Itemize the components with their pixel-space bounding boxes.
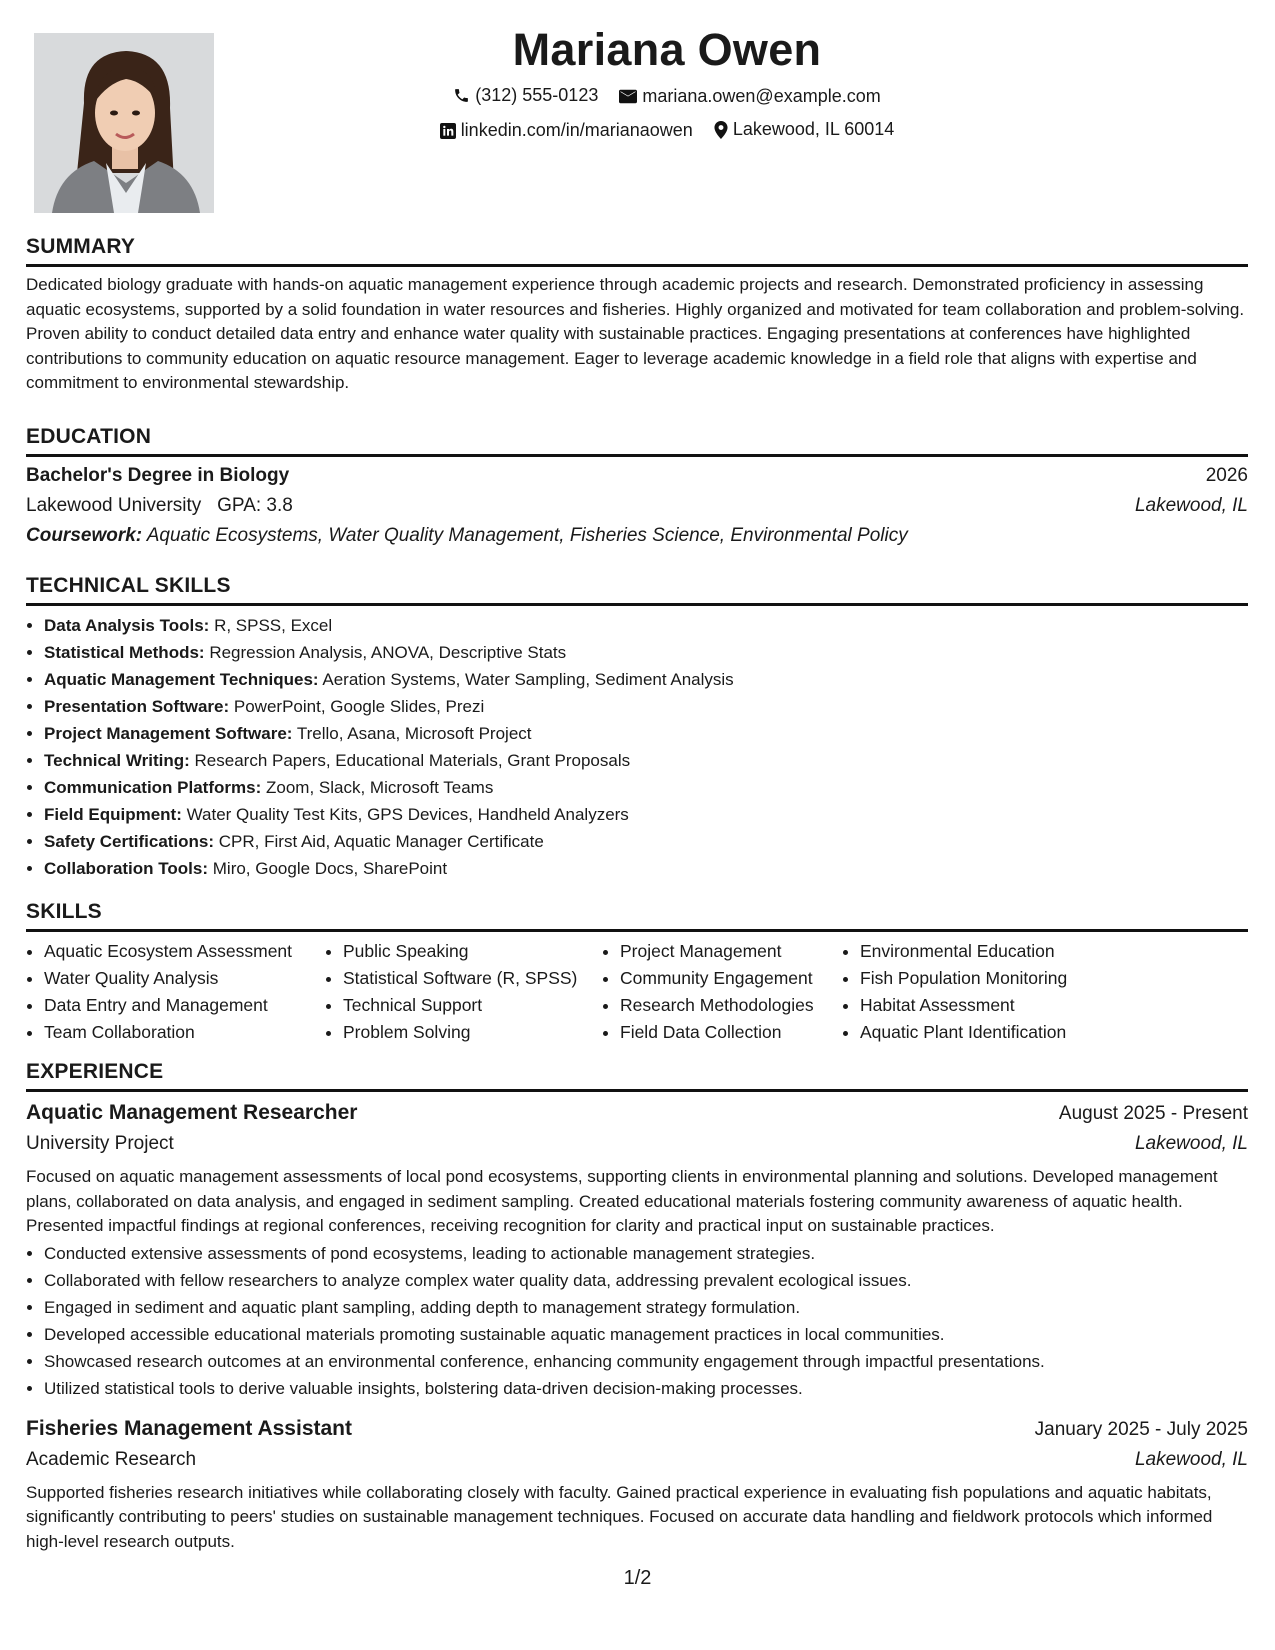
school-name: Lakewood University bbox=[26, 495, 202, 516]
job-bullet-item: • Utilized statistical tools to derive valuable insights, bolstering data-driven decision-making processes. bbox=[44, 1375, 1248, 1402]
location-text: Lakewood, IL 60014 bbox=[732, 119, 895, 139]
technical-skill-item bbox=[44, 666, 1248, 693]
technical-skill-value: Regression Analysis, ANOVA, Descriptive Stats bbox=[209, 643, 567, 662]
technical-skill-label: Technical Writing: bbox=[44, 751, 190, 770]
summary-text: Dedicated biology graduate with hands-on aquatic management experience through academic projects and research. Demonstrated proficiency in assessing aquatic ecosystems, supported by a solid foundation in water resources and fisheries. Highly organized and motivated for team collaboration and problem-solving. Proven ability to conduct detailed data entry and enhance water quality with sustainable practices. Engaging presentations at conferences have highlighted contributions to community education on aquatic resource management. Eager to leverage academic knowledge in a field role that aligns with expertise and commitment to environmental stewardship. bbox=[26, 275, 1245, 393]
skills-column bbox=[842, 938, 1092, 1046]
skill-item: • Statistical Software (R, SPSS) bbox=[343, 965, 602, 992]
technical-skill-value: Trello, Asana, Microsoft Project bbox=[296, 724, 532, 743]
technical-skill-label: Communication Platforms: bbox=[44, 778, 262, 797]
technical-skill-item bbox=[44, 855, 1248, 882]
phone-contact bbox=[453, 80, 598, 111]
job-bullets bbox=[26, 1240, 1248, 1402]
coursework-row bbox=[26, 521, 1248, 551]
skills-heading: SKILLS bbox=[26, 900, 102, 923]
technical-skill-value: Research Papers, Educational Materials, Grant Proposals bbox=[194, 751, 631, 770]
job-entry bbox=[26, 1414, 1248, 1555]
technical-skill-item bbox=[44, 693, 1248, 720]
job-org-row bbox=[26, 1129, 1248, 1159]
technical-skill-label: Statistical Methods: bbox=[44, 643, 205, 662]
section-divider bbox=[26, 264, 1248, 267]
job-bullet-item: • Developed accessible educational materials promoting sustainable aquatic management practices in local communities. bbox=[44, 1321, 1248, 1348]
skills-column-list bbox=[26, 938, 325, 1046]
technical-skills-section bbox=[26, 573, 1248, 882]
linkedin-url[interactable]: linkedin.com/in/marianaowen bbox=[460, 120, 693, 140]
technical-skill-item bbox=[44, 774, 1248, 801]
section-divider bbox=[26, 603, 1248, 606]
job-entry bbox=[26, 1098, 1248, 1402]
job-title-row bbox=[26, 1414, 1248, 1445]
candidate-name: Mariana Owen bbox=[512, 24, 822, 75]
location-contact bbox=[714, 114, 894, 145]
resume-header bbox=[26, 20, 1248, 149]
job-dates: August 2025 - Present bbox=[1058, 1103, 1248, 1124]
technical-skill-label: Safety Certifications: bbox=[44, 832, 215, 851]
job-location: Lakewood, IL bbox=[1134, 1133, 1248, 1154]
job-org-row bbox=[26, 1445, 1248, 1475]
technical-skill-label: Data Analysis Tools: bbox=[44, 616, 210, 635]
degree-name: Bachelor's Degree in Biology bbox=[26, 465, 290, 486]
job-bullet-item: • Collaborated with fellow researchers to analyze complex water quality data, addressing prevalent ecological issues. bbox=[44, 1267, 1248, 1294]
skill-item: • Data Entry and Management bbox=[44, 992, 325, 1019]
email-address[interactable]: mariana.owen@example.com bbox=[642, 86, 881, 106]
job-bullet-item: • Conducted extensive assessments of pond ecosystems, leading to actionable management strategies. bbox=[44, 1240, 1248, 1267]
skill-item: • Community Engagement bbox=[620, 965, 842, 992]
skills-column-list bbox=[842, 938, 1092, 1046]
phone-icon bbox=[453, 87, 470, 104]
skills-column bbox=[26, 938, 325, 1046]
technical-skill-value: Zoom, Slack, Microsoft Teams bbox=[265, 778, 494, 797]
technical-skill-label: Field Equipment: bbox=[44, 805, 182, 824]
technical-skills-heading: TECHNICAL SKILLS bbox=[26, 574, 231, 597]
skills-column-list bbox=[325, 938, 602, 1046]
map-pin-icon bbox=[714, 121, 728, 139]
skill-item: • Project Management bbox=[620, 938, 842, 965]
school-row bbox=[26, 491, 1248, 521]
education-heading: EDUCATION bbox=[26, 425, 152, 448]
coursework-label: Coursework: bbox=[26, 525, 143, 546]
job-dates: January 2025 - July 2025 bbox=[1034, 1418, 1248, 1440]
technical-skill-value: Miro, Google Docs, SharePoint bbox=[212, 859, 448, 878]
skill-item: • Aquatic Plant Identification bbox=[860, 1019, 1092, 1046]
job-bullet-item: • Showcased research outcomes at an environmental conference, enhancing community engagement through impactful presentations. bbox=[44, 1348, 1248, 1375]
technical-skill-item bbox=[44, 612, 1248, 639]
job-location: Lakewood, IL bbox=[1134, 1448, 1248, 1470]
skill-item: • Fish Population Monitoring bbox=[860, 965, 1092, 992]
envelope-icon bbox=[619, 89, 637, 104]
contact-line-1 bbox=[86, 80, 1248, 114]
technical-skill-item bbox=[44, 747, 1248, 774]
job-title-row bbox=[26, 1098, 1248, 1129]
skill-item: • Research Methodologies bbox=[620, 992, 842, 1019]
technical-skill-item bbox=[44, 720, 1248, 747]
summary-heading: SUMMARY bbox=[26, 235, 136, 258]
technical-skill-item bbox=[44, 801, 1248, 828]
experience-section bbox=[26, 1059, 1248, 1554]
degree-row bbox=[26, 461, 1248, 491]
skill-item: • Environmental Education bbox=[860, 938, 1092, 965]
section-divider bbox=[26, 454, 1248, 457]
job-description: Supported fisheries research initiatives while collaborating closely with faculty. Gained practical experience in evaluating fish populations and aquatic habitats, significantly contributing to peers' studies on sustainable management techniques. Focused on accurate data handling and fieldwork protocols which informed high-level research outputs. bbox=[26, 1482, 1213, 1551]
technical-skill-label: Aquatic Management Techniques: bbox=[44, 670, 319, 689]
technical-skills-list bbox=[26, 612, 1248, 882]
section-divider bbox=[26, 1089, 1248, 1092]
job-bullet-item: • Engaged in sediment and aquatic plant sampling, adding depth to management strategy formulation. bbox=[44, 1294, 1248, 1321]
technical-skill-value: CPR, First Aid, Aquatic Manager Certificate bbox=[218, 832, 544, 851]
summary-section bbox=[26, 234, 1248, 396]
technical-skill-value: Water Quality Test Kits, GPS Devices, Handheld Analyzers bbox=[186, 805, 629, 824]
technical-skill-label: Collaboration Tools: bbox=[44, 859, 209, 878]
school-info bbox=[26, 491, 293, 521]
skill-item: • Field Data Collection bbox=[620, 1019, 842, 1046]
skills-section bbox=[26, 899, 1248, 1046]
skill-item: • Technical Support bbox=[343, 992, 602, 1019]
contact-line-2 bbox=[86, 114, 1248, 149]
coursework-list: Aquatic Ecosystems, Water Quality Management, Fisheries Science, Environmental Policy bbox=[146, 525, 908, 546]
skills-column bbox=[325, 938, 602, 1046]
skills-column bbox=[602, 938, 842, 1046]
skills-grid bbox=[26, 938, 1248, 1046]
technical-skill-value: Aeration Systems, Water Sampling, Sediment Analysis bbox=[322, 670, 734, 689]
skill-item: • Water Quality Analysis bbox=[44, 965, 325, 992]
linkedin-icon bbox=[440, 123, 456, 139]
linkedin-contact[interactable] bbox=[440, 115, 693, 146]
skill-item: • Public Speaking bbox=[343, 938, 602, 965]
email-contact[interactable] bbox=[619, 81, 880, 112]
school-location: Lakewood, IL bbox=[1134, 495, 1248, 516]
education-section bbox=[26, 424, 1248, 551]
job-title: Aquatic Management Researcher bbox=[26, 1101, 358, 1124]
skill-item: • Team Collaboration bbox=[44, 1019, 325, 1046]
job-title: Fisheries Management Assistant bbox=[26, 1416, 352, 1440]
skills-column-list bbox=[602, 938, 842, 1046]
page-number: 1/2 bbox=[623, 1567, 652, 1589]
job-description: Focused on aquatic management assessments of local pond ecosystems, supporting clients in environmental planning and solutions. Developed management plans, collaborated on data analysis, and engaged in sediment sampling. Created educational materials fostering community awareness of aquatic health. Presented impactful findings at regional conferences, receiving recognition for clarity and practical input on sustainable practices. bbox=[26, 1167, 1218, 1235]
technical-skill-label: Presentation Software: bbox=[44, 697, 230, 716]
technical-skill-item bbox=[44, 828, 1248, 855]
section-divider bbox=[26, 929, 1248, 932]
technical-skill-label: Project Management Software: bbox=[44, 724, 293, 743]
phone-number: (312) 555-0123 bbox=[475, 85, 599, 105]
skill-item: • Problem Solving bbox=[343, 1019, 602, 1046]
skill-item: • Habitat Assessment bbox=[860, 992, 1092, 1019]
technical-skill-item bbox=[44, 639, 1248, 666]
experience-heading: EXPERIENCE bbox=[26, 1060, 164, 1083]
skill-item: • Aquatic Ecosystem Assessment bbox=[44, 938, 325, 965]
technical-skill-value: PowerPoint, Google Slides, Prezi bbox=[233, 697, 485, 716]
gpa: GPA: 3.8 bbox=[217, 495, 293, 516]
job-org: University Project bbox=[26, 1133, 174, 1154]
graduation-year: 2026 bbox=[1205, 465, 1248, 486]
technical-skill-value: R, SPSS, Excel bbox=[214, 616, 333, 635]
job-org: Academic Research bbox=[26, 1448, 197, 1470]
